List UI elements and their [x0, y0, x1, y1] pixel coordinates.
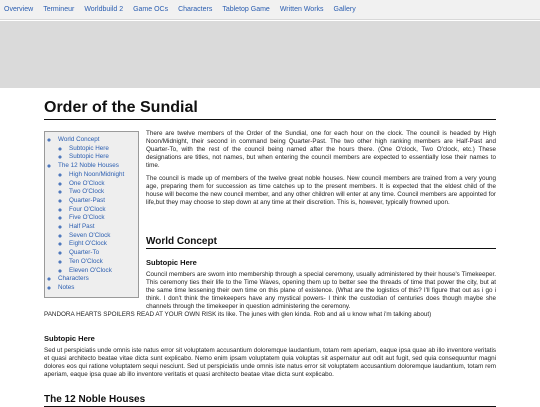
toc-item-subtopic-1[interactable]: ◦ Subtopic Here: [69, 145, 138, 154]
toc-item-house[interactable]: ◦ Eleven O'Clock: [69, 267, 138, 276]
nav-link-game-ocs[interactable]: Game OCs: [133, 6, 169, 13]
section-heading-world-concept: World Concept: [146, 236, 496, 249]
toc-item-house[interactable]: ◦ Quarter-Past: [69, 197, 138, 206]
toc-item-world-concept[interactable]: ◦ World Concept ◦ Subtopic Here ◦ Subtopic Here: [58, 136, 138, 162]
toc-item-characters[interactable]: ◦ Characters: [58, 275, 138, 284]
nav-link-characters[interactable]: Characters: [178, 6, 213, 13]
world-concept-paragraph: Council members are sworn into membership through a special ceremony, usually administered by their house's Timekeeper. This ceremony ties their life to the Time Waves, opening them up to better see the threads of time that power the city, but at the same time lessening their own time on this plane of existence. (What are the logistics of this? I'll figure that out as i go i think. I don't think the timekeepers have any mystical powers- I think the custodian of centuries does though maybe she channels through the timekeeper in question administering the ceremony.: [146, 271, 496, 310]
toc-item-house[interactable]: ◦ Eight O'Clock: [69, 240, 138, 249]
intro-paragraph-2: The council is made up of members of the twelve great noble houses. New council members are trained from a very young age, preparing them for succession as time catches up to the present members. It is expected that the eldest child of the house will become the new council member, and any other children will enter at any time. Council members are appointed for life,but they may choose to step down at any time at their discretion. This is, however, typically frowned upon.: [146, 175, 496, 206]
toc-item-house[interactable]: ◦ One O'Clock: [69, 180, 138, 189]
subtopic-paragraph: Sed ut perspiciatis unde omnis iste natus error sit voluptatem accusantium doloremque laudantium, totam rem aperiam, eaque ipsa quae ab illo inventore veritatis et quasi architecto beatae vitae dicta sunt explicabo. Nemo enim ipsam voluptatem quia voluptas sit aspernatur aut odit aut fugit, sed quia consequuntur magni dolores eos qui ratione voluptatem sequi nesciunt. Sed ut perspiciatis unde omnis iste natus error sit voluptatem accusantium doloremque laudantium, totam rem aperiam, eaque ipsa quae ab illo inventore veritatis et quasi architecto beatae vitae dicta sunt explicabo.: [44, 347, 496, 378]
toc-item-house[interactable]: ◦ Ten O'Clock: [69, 258, 138, 267]
toc-item-noble-houses[interactable]: ◦ The 12 Noble Houses ◦ High Noon/Midnight ◦ One O'Clock ◦ Two O'Clock ◦ Quarter-Past ◦ Four O'Clock ◦ Five O'Clock ◦ Half Past ◦ Seven O'Clock ◦ Eight O'Clock ◦ Quarter-To ◦ Ten O'Clock ◦ Eleven O'Clock: [58, 162, 138, 275]
nav-link-written-works[interactable]: Written Works: [279, 6, 324, 13]
subsection-heading-2: Subtopic Here: [44, 334, 95, 343]
toc-item-house[interactable]: ◦ High Noon/Midnight: [69, 171, 138, 180]
section-heading-noble-houses: The 12 Noble Houses: [44, 394, 496, 407]
nav-link-termineur[interactable]: Termineur: [43, 6, 75, 13]
world-concept-paragraph-tail: PANDORA HEARTS SPOILERS READ AT YOUR OWN RISK its like. The junes with glen kinda. Rob and ali u know what i'm talking about): [44, 311, 432, 318]
intro-paragraph-1: There are twelve members of the Order of the Sundial, one for each hour on the clock. The council is headed by High Noon/Midnight, their second in command being Quarter-Past. The two other high ranking members are Half-Past and Quarter-To, with the rest of the council being named after the hours there. (One O'clock, Two O'clock, etc.) These designations are titles, not names, but when entering the council members are expected to essentially lose their names to time.: [146, 130, 496, 169]
toc-item-house[interactable]: ◦ Half Past: [69, 223, 138, 232]
nav-link-tabletop-game[interactable]: Tabletop Game: [222, 6, 270, 13]
page-title: Order of the Sundial: [44, 99, 496, 120]
header-banner: [0, 21, 540, 88]
toc-item-house[interactable]: ◦ Four O'Clock: [69, 206, 138, 215]
toc-item-house[interactable]: ◦ Two O'Clock: [69, 188, 138, 197]
nav-link-worldbuild-2[interactable]: Worldbuild 2: [84, 6, 124, 13]
toc-item-notes[interactable]: ◦ Notes: [58, 284, 138, 293]
nav-link-gallery[interactable]: Gallery: [333, 6, 356, 13]
top-navigation-bar: [0, 0, 540, 20]
toc-item-house[interactable]: ◦ Five O'Clock: [69, 214, 138, 223]
toc-item-house[interactable]: ◦ Seven O'Clock: [69, 232, 138, 241]
toc-item-subtopic-2[interactable]: ◦ Subtopic Here: [69, 153, 138, 162]
toc-item-house[interactable]: ◦ Quarter-To: [69, 249, 138, 258]
subsection-heading: Subtopic Here: [146, 258, 197, 267]
nav-link-overview[interactable]: Overview: [4, 6, 34, 13]
table-of-contents: [44, 131, 139, 298]
